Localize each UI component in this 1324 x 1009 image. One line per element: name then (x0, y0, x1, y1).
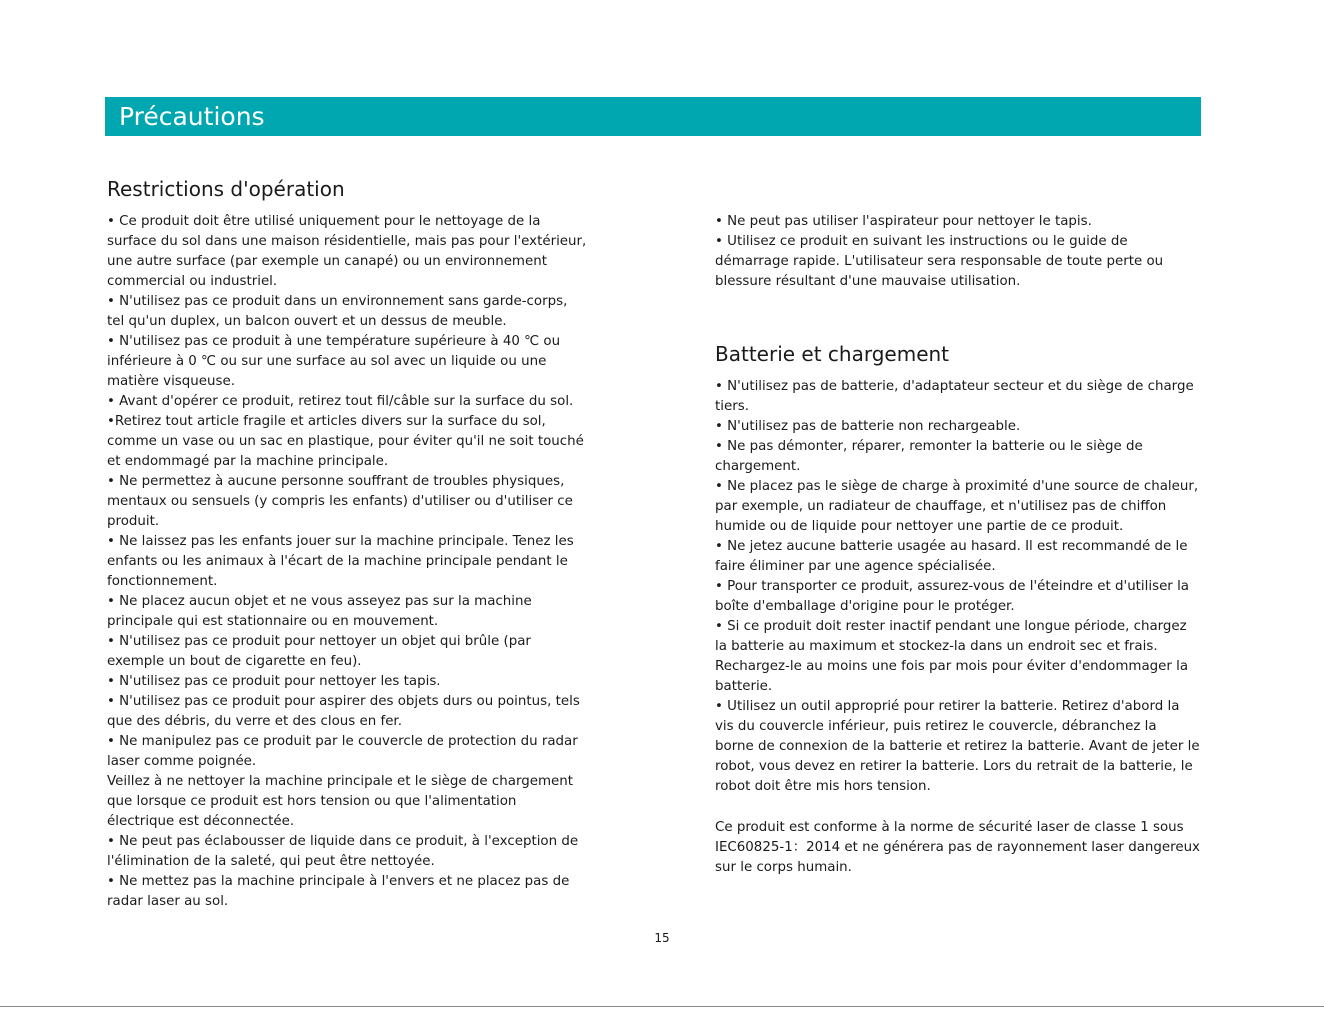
text-line: • Ne jetez aucune batterie usagée au hasard. Il est recommandé de le (715, 539, 1188, 554)
text-line: principale qui est stationnaire ou en mouvement. (107, 614, 439, 629)
page-title: Précautions (119, 102, 265, 131)
text-line: mentaux ou sensuels (y compris les enfants) d'utiliser ou d'utiliser ce (107, 494, 573, 509)
text-line: Rechargez-le au moins une fois par mois pour éviter d'endommager la (715, 659, 1189, 674)
text-line: par exemple, un radiateur de chauffage, et n'utilisez pas de chiffon (715, 499, 1167, 514)
text-line: • N'utilisez pas ce produit à une température supérieure à 40 ℃ ou (107, 334, 561, 349)
text-line: • N'utilisez pas ce produit pour nettoyer les tapis. (107, 674, 441, 689)
text-line: commercial ou industriel. (107, 274, 278, 289)
text-line: •Retirez tout article fragile et articles divers sur la surface du sol, (107, 414, 546, 429)
text-line: • N'utilisez pas ce produit pour nettoyer un objet qui brûle (par (107, 634, 531, 649)
text-line: démarrage rapide. L'utilisateur sera responsable de toute perte ou (715, 254, 1164, 269)
text-line: tel qu'un duplex, un balcon ouvert et un dessus de meuble. (107, 314, 507, 329)
text-line: produit. (107, 514, 160, 529)
text-line: laser comme poignée. (107, 754, 257, 769)
text-line: vis du couvercle inférieur, puis retirez le couvercle, débranchez la (715, 719, 1157, 734)
page-number: 15 (654, 931, 670, 945)
text-line: radar laser au sol. (107, 894, 229, 909)
text-line: enfants ou les animaux à l'écart de la machine principale pendant le (107, 554, 568, 569)
text-line: l'élimination de la saleté, qui peut être nettoyée. (107, 854, 435, 869)
text-line: • Avant d'opérer ce produit, retirez tout fil/câble sur la surface du sol. (107, 394, 574, 409)
text-line: surface du sol dans une maison résidentielle, mais pas pour l'extérieur, (107, 234, 587, 249)
text-line: Veillez à ne nettoyer la machine principale et le siège de chargement (107, 774, 573, 789)
text-line: robot, vous devez en retirer la batterie. Lors du retrait de la batterie, le (715, 759, 1193, 774)
text-line: • N'utilisez pas de batterie, d'adaptateur secteur et du siège de charge (715, 379, 1194, 394)
text-line: robot doit être mis hors tension. (715, 779, 931, 794)
bottom-divider (0, 1006, 1324, 1007)
text-line: la batterie au maximum et stockez-la dans un endroit sec et frais. (715, 639, 1158, 654)
text-line: et endommagé par la machine principale. (107, 454, 389, 469)
text-line: faire éliminer par une agence spécialisée. (715, 559, 996, 574)
text-line: tiers. (715, 399, 749, 414)
text-line: • Ne manipulez pas ce produit par le couvercle de protection du radar (107, 734, 578, 749)
text-line: comme un vase ou un sac en plastique, pour éviter qu'il ne soit touché (107, 434, 584, 449)
text-line: sur le corps humain. (715, 860, 852, 875)
text-line: matière visqueuse. (107, 374, 235, 389)
battery-heading: Batterie et chargement (715, 342, 950, 366)
text-line: que des débris, du verre et des clous en fer. (107, 714, 402, 729)
text-line: • Ne placez pas le siège de charge à proximité d'une source de chaleur, (715, 479, 1199, 494)
text-line: exemple un bout de cigarette en feu). (107, 654, 362, 669)
text-line: • Ne placez aucun objet et ne vous asseyez pas sur la machine (107, 594, 532, 609)
text-line: chargement. (715, 459, 801, 474)
section-banner (105, 97, 1201, 136)
restrictions-heading: Restrictions d'opération (107, 177, 345, 201)
text-line: • N'utilisez pas de batterie non rechargeable. (715, 419, 1021, 434)
text-line: • Ce produit doit être utilisé uniquement pour le nettoyage de la (107, 214, 541, 229)
text-line: • Ne peut pas utiliser l'aspirateur pour nettoyer le tapis. (715, 214, 1092, 229)
text-line: • N'utilisez pas ce produit dans un environnement sans garde-corps, (107, 294, 568, 309)
text-line: • Si ce produit doit rester inactif pendant une longue période, chargez (715, 619, 1187, 634)
text-line: • Ne peut pas éclabousser de liquide dans ce produit, à l'exception de (107, 834, 579, 849)
text-line: une autre surface (par exemple un canapé) ou un environnement (107, 254, 547, 269)
text-line: blessure résultant d'une mauvaise utilisation. (715, 274, 1021, 289)
text-line: • Ne laissez pas les enfants jouer sur la machine principale. Tenez les (107, 534, 574, 549)
battery-list (715, 377, 1245, 797)
restrictions-list (107, 212, 627, 912)
text-line: boîte d'emballage d'origine pour le protéger. (715, 599, 1015, 614)
text-line: batterie. (715, 679, 773, 694)
text-line: • Ne pas démonter, réparer, remonter la batterie ou le siège de (715, 439, 1143, 454)
text-line: humide ou de liquide pour nettoyer une partie de ce produit. (715, 519, 1124, 534)
text-line: que lorsque ce produit est hors tension ou que l'alimentation (107, 794, 517, 809)
text-line: • Utilisez un outil approprié pour retirer la batterie. Retirez d'abord la (715, 699, 1180, 714)
text-line: • Utilisez ce produit en suivant les instructions ou le guide de (715, 234, 1128, 249)
text-line: • Ne mettez pas la machine principale à l'envers et ne placez pas de (107, 874, 570, 889)
text-line: • Pour transporter ce produit, assurez-vous de l'éteindre et d'utiliser la (715, 579, 1189, 594)
text-line: inférieure à 0 ℃ ou sur une surface au sol avec un liquide ou une (107, 354, 547, 369)
text-line: électrique est déconnectée. (107, 814, 295, 829)
text-line: Ce produit est conforme à la norme de sécurité laser de classe 1 sous (715, 820, 1184, 835)
text-line: • Ne permettez à aucune personne souffrant de troubles physiques, (107, 474, 565, 489)
text-line: IEC60825-1：2014 et ne générera pas de rayonnement laser dangereux (715, 840, 1200, 855)
text-line: borne de connexion de la batterie et retirez la batterie. Avant de jeter le (715, 739, 1200, 754)
restrictions-continued-list (715, 212, 1245, 292)
laser-compliance-note (715, 818, 1245, 878)
text-line: • N'utilisez pas ce produit pour aspirer des objets durs ou pointus, tels (107, 694, 580, 709)
text-line: fonctionnement. (107, 574, 218, 589)
